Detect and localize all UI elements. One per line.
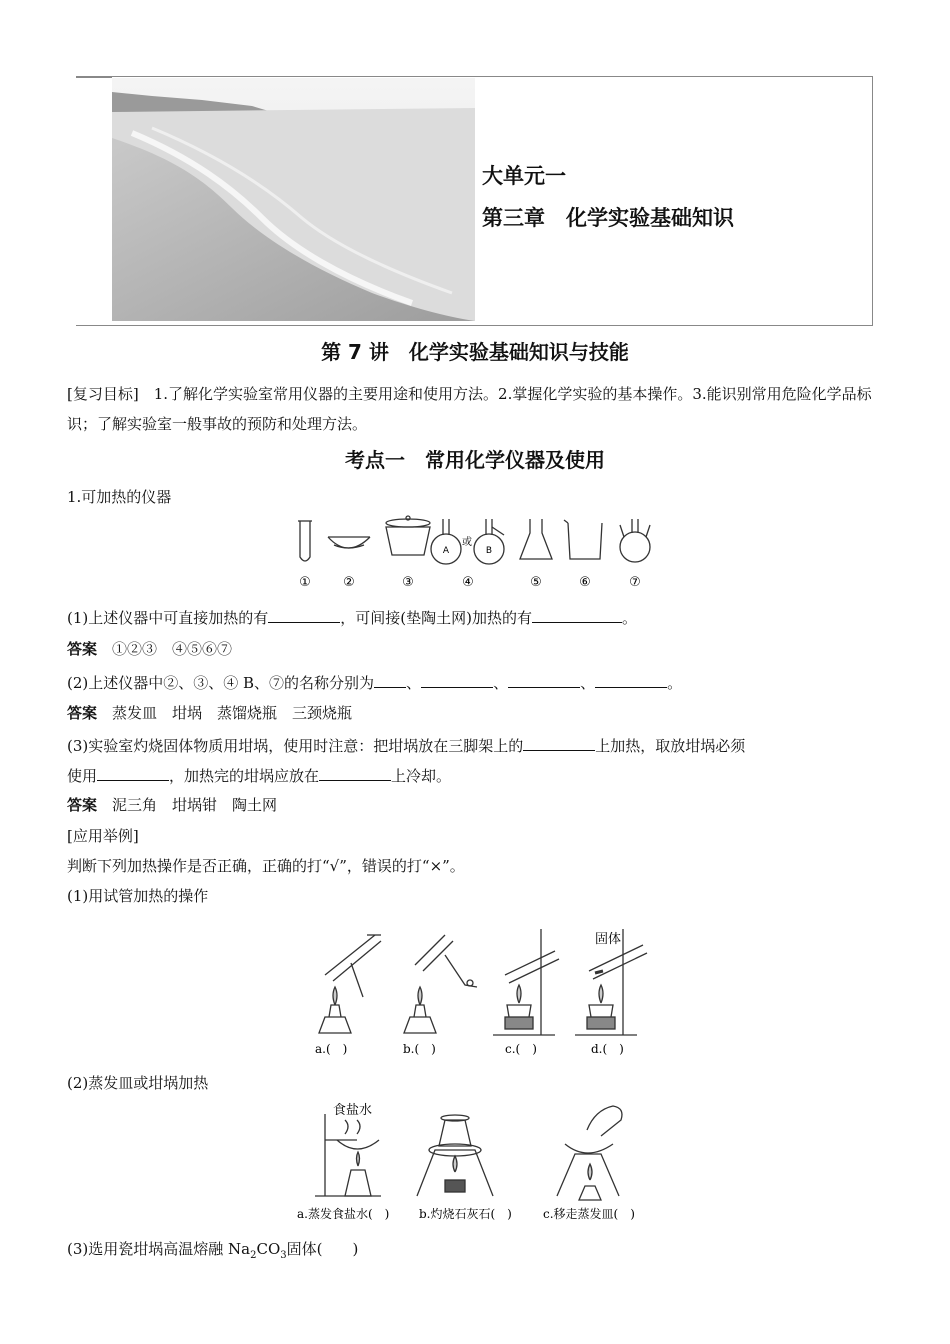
answer-blank (421, 671, 493, 688)
application-label: [应用举例] (67, 827, 139, 845)
figure-caption: c.移走蒸发皿( ) (543, 1207, 635, 1221)
answer-blank (595, 671, 667, 688)
figure-caption: c.( ) (505, 1042, 537, 1056)
instruments-figure (290, 515, 670, 595)
instrument-number: ⑥ (579, 575, 591, 590)
setup-calcine-limestone (417, 1115, 493, 1196)
section-title: 考点一 常用化学仪器及使用 (345, 448, 605, 472)
review-goal-text: 1.了解化学实验室常用仪器的主要用途和使用方法。2.掌握化学实验的基本操作。3.能识别常用危险化学品标识；了解实验室一般事故的预防和处理方法。 (67, 385, 872, 433)
item-2: (2)蒸发皿或坩埚加热 (67, 1074, 209, 1092)
salt-water-label: 食盐水 (333, 1103, 373, 1118)
flask-label-b: B (485, 546, 493, 556)
instrument-number: ⑦ (629, 575, 641, 590)
question-1: (1)上述仪器中可直接加热的有 ，可间接(垫陶土网)加热的有 。 (67, 606, 637, 628)
chapter-title: 第三章 化学实验基础知识 (482, 206, 734, 230)
beaker-icon (564, 520, 602, 559)
answer-blank (97, 764, 169, 781)
crucible-icon (386, 516, 430, 555)
instrument-number: ④ (462, 575, 474, 590)
question-3-line2: 使用 ，加热完的坩埚应放在 上冷却。 (67, 764, 451, 786)
answer-blank (532, 606, 622, 623)
unit-title: 大单元一 (482, 164, 566, 188)
setup-a (319, 935, 381, 1033)
setup-evaporate-salt-water (315, 1114, 381, 1196)
instrument-number: ① (299, 575, 311, 590)
review-goal-label: [复习目标] (67, 385, 139, 403)
setup-b (404, 935, 477, 1033)
round-flask-a-icon (431, 519, 461, 564)
answer-2: 答案 蒸发皿 坩埚 蒸馏烧瓶 三颈烧瓶 (67, 704, 353, 722)
solid-label: 固体 (595, 932, 622, 947)
setup-c (493, 929, 559, 1035)
answer-3: 答案 泥三角 坩埚钳 陶土网 (67, 796, 278, 814)
figure-caption: a.( ) (315, 1042, 348, 1056)
flask-label-or: 或 (462, 537, 472, 548)
flask-label-a: A (442, 546, 450, 556)
heading-heatable: 1.可加热的仪器 (67, 488, 172, 506)
figure-caption: d.( ) (591, 1042, 624, 1056)
question-3-line1: (3)实验室灼烧固体物质用坩埚，使用时注意：把坩埚放在三脚架上的 上加热，取放坩埚必须 (67, 734, 745, 756)
instrument-number: ⑤ (530, 575, 542, 590)
three-neck-flask-icon (620, 519, 650, 562)
figure-caption: a.蒸发食盐水( ) (297, 1207, 390, 1221)
item-3: (3)选用瓷坩埚高温熔融 $Na_2CO_3$固体( ) (67, 1240, 359, 1261)
figure-caption: b.灼烧石灰石( ) (419, 1207, 512, 1221)
answer-blank (508, 671, 580, 688)
instrument-number: ② (343, 575, 355, 590)
answer-blank (319, 764, 391, 781)
answer-1: 答案 ①②③ ④⑤⑥⑦ (67, 640, 233, 658)
dish-heating-figure (295, 1100, 665, 1224)
figure-caption: b.( ) (403, 1042, 436, 1056)
conical-flask-icon (520, 519, 552, 559)
evaporating-dish-icon (328, 537, 370, 548)
distilling-flask-b-icon (474, 519, 504, 564)
setup-move-dish (557, 1106, 622, 1200)
beach-photo (112, 78, 475, 321)
answer-blank (523, 734, 595, 751)
question-2: (2)上述仪器中②、③、④ B、⑦的名称分别为 、 、 、 。 (67, 671, 682, 693)
test-tube-heating-figure (305, 925, 650, 1060)
answer-blank (374, 671, 406, 688)
application-intro: 判断下列加热操作是否正确，正确的打“√”，错误的打“×”。 (67, 857, 465, 875)
lecture-title: 第 7 讲 化学实验基础知识与技能 (321, 340, 629, 364)
test-tube-icon (298, 521, 312, 561)
review-goal (67, 379, 887, 439)
answer-blank (268, 606, 340, 623)
item-1: (1)用试管加热的操作 (67, 887, 209, 905)
instrument-number: ③ (402, 575, 414, 590)
